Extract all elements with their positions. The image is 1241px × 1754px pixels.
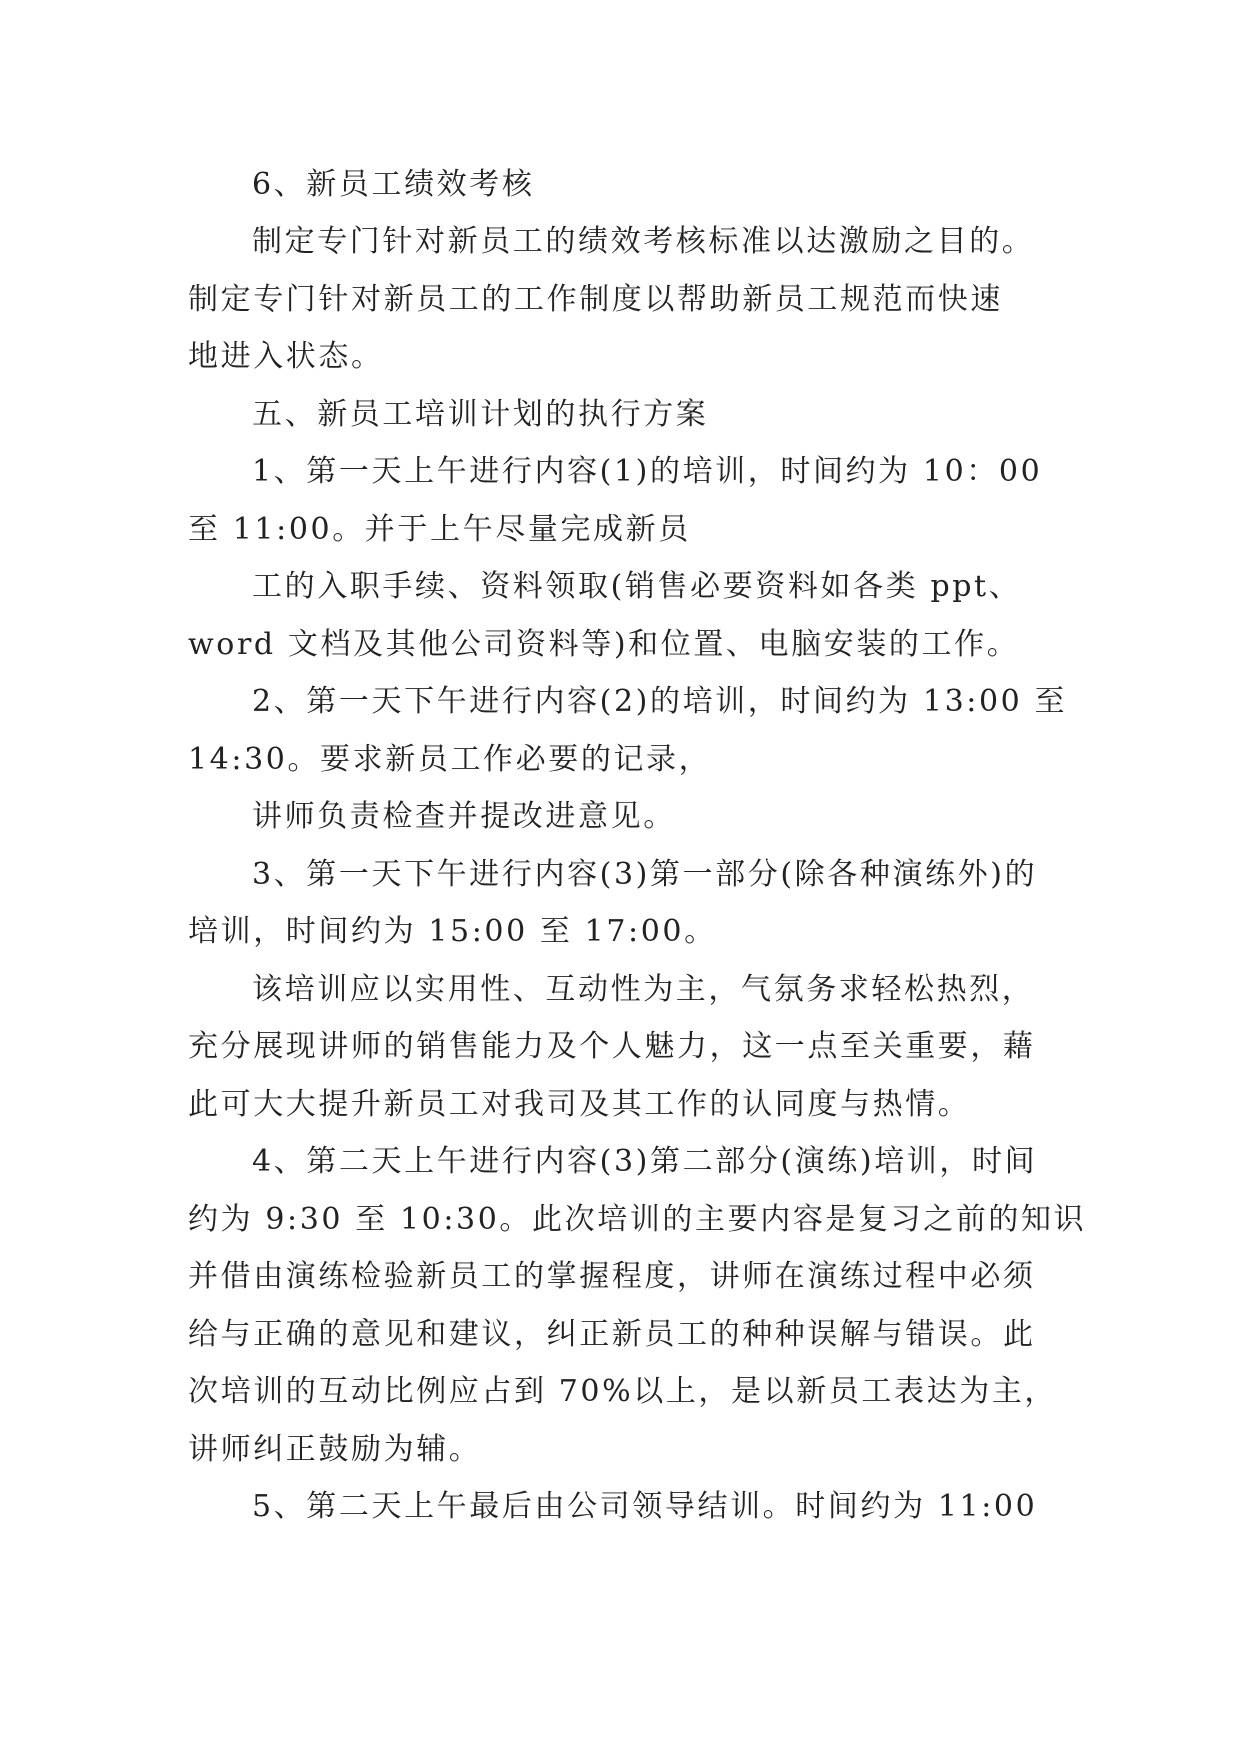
- paragraph-line: 2、第一天下午进行内容(2)的培训，时间约为 13:00 至: [252, 684, 1068, 719]
- paragraph-line: 5、第二天上午最后由公司领导结训。时间约为 11:00: [252, 1489, 1038, 1524]
- paragraph-line: 充分展现讲师的销售能力及个人魅力，这一点至关重要，藉: [188, 1029, 1036, 1064]
- section-heading-execution-plan: 五、新员工培训计划的执行方案: [252, 397, 709, 432]
- paragraph-line: 培训，时间约为 15:00 至 17:00。: [188, 914, 717, 949]
- paragraph-line: 4、第二天上午进行内容(3)第二部分(演练)培训，时间: [252, 1144, 1038, 1179]
- paragraph-line: 并借由演练检验新员工的掌握程度，讲师在演练过程中必须: [188, 1259, 1036, 1294]
- paragraph-line: 14:30。要求新员工作必要的记录，: [188, 742, 712, 777]
- paragraph-line: 至 11:00。并于上午尽量完成新员: [188, 512, 691, 547]
- paragraph-line: 约为 9:30 至 10:30。此次培训的主要内容是复习之前的知识: [188, 1202, 1087, 1237]
- paragraph-line: 3、第一天下午进行内容(3)第一部分(除各种演练外)的: [252, 857, 1038, 892]
- paragraph-line: 此可大大提升新员工对我司及其工作的认同度与热情。: [188, 1087, 971, 1122]
- paragraph-line: 制定专门针对新员工的绩效考核标准以达激励之目的。: [252, 224, 1035, 259]
- paragraph-line: 工的入职手续、资料领取(销售必要资料如各类 ppt、: [252, 569, 1022, 604]
- paragraph-line: 地进入状态。: [188, 339, 384, 374]
- paragraph-line: 制定专门针对新员工的工作制度以帮助新员工规范而快速: [188, 282, 1003, 317]
- paragraph-line: 1、第一天上午进行内容(1)的培训，时间约为 10：00: [252, 454, 1043, 489]
- paragraph-line: word 文档及其他公司资料等)和位置、电脑安装的工作。: [188, 627, 1020, 662]
- paragraph-line: 讲师纠正鼓励为辅。: [188, 1432, 482, 1467]
- paragraph-line: 该培训应以实用性、互动性为主，气氛务求轻松热烈，: [252, 972, 1035, 1007]
- paragraph-line: 次培训的互动比例应占到 70%以上，是以新员工表达为主，: [188, 1374, 1058, 1409]
- section-heading-performance: 6、新员工绩效考核: [252, 167, 535, 202]
- paragraph-line: 讲师负责检查并提改进意见。: [252, 799, 676, 834]
- paragraph-line: 给与正确的意见和建议，纠正新员工的种种误解与错误。此: [188, 1317, 1036, 1352]
